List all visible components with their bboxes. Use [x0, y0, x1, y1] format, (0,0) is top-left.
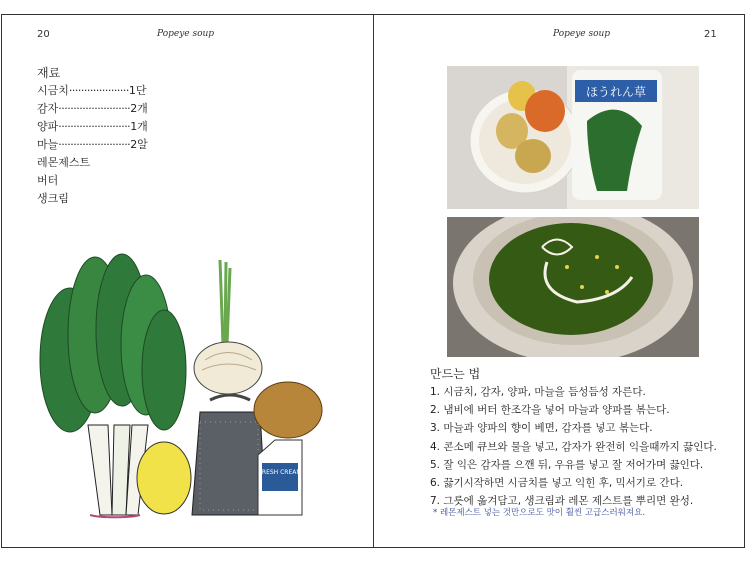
ingredient-row: 감자························2개: [37, 102, 148, 115]
ingredients-title: 재료: [37, 66, 61, 80]
method-step: 4. 콘소메 큐브와 물을 넣고, 감자가 완전히 익을때까지 끓인다.: [430, 440, 717, 453]
ingredient-row: 버터: [37, 174, 59, 187]
tip-note: * 레몬제스트 넣는 것만으로도 맛이 훨씬 고급스러워져요.: [433, 508, 646, 518]
method-step: 1. 시금치, 감자, 양파, 마늘을 듬성듬성 자른다.: [430, 386, 646, 398]
ingredients-photo-art: [447, 66, 699, 209]
method-step: 5. 잘 익은 감자를 으깬 뒤, 우유를 넣고 잘 저어가며 끓인다.: [430, 458, 704, 471]
left-page-number: 20: [37, 29, 50, 40]
ingredient-row: 레몬제스트: [37, 156, 91, 169]
ingredients-list: [37, 82, 148, 208]
method-title: 만드는 법: [430, 367, 481, 381]
ingredient-row: 마늘························2알: [37, 138, 148, 151]
onion-illustration: [194, 260, 262, 394]
spinach-bag-label: ほうれん草: [585, 85, 647, 99]
lemon-illustration: [137, 442, 191, 514]
method-step: 2. 냄비에 버터 한조각을 넣어 마늘과 양파를 볶는다.: [430, 404, 670, 417]
potato-illustration: [254, 382, 322, 438]
ingredient-row: 양파························1개: [37, 120, 148, 133]
soup-photo-art: [447, 217, 699, 357]
method-steps: [430, 383, 717, 510]
carton-label: FRESH CREAM: [258, 469, 302, 476]
method-step: 3. 마늘과 양파의 향이 베면, 감자를 넣고 볶는다.: [430, 422, 653, 435]
soup-photo: [447, 217, 699, 357]
method-step: 7. 그릇에 옮겨담고, 생크림과 레몬 제스트를 뿌리면 완성.: [430, 495, 694, 508]
left-running-title: Popeye soup: [157, 29, 215, 39]
ingredients-illustration: [30, 250, 340, 525]
ingredient-row: 생크림: [37, 192, 69, 205]
ingredient-row: 시금치····················1단: [37, 84, 147, 97]
right-running-title: Popeye soup: [553, 29, 611, 39]
ingredients-photo: [447, 66, 699, 209]
cream-carton-illustration: [258, 440, 302, 515]
right-page-number: 21: [704, 29, 717, 40]
method-step: 6. 끓기시작하면 시금치를 넣고 익힌 후, 믹서기로 간다.: [430, 476, 684, 489]
